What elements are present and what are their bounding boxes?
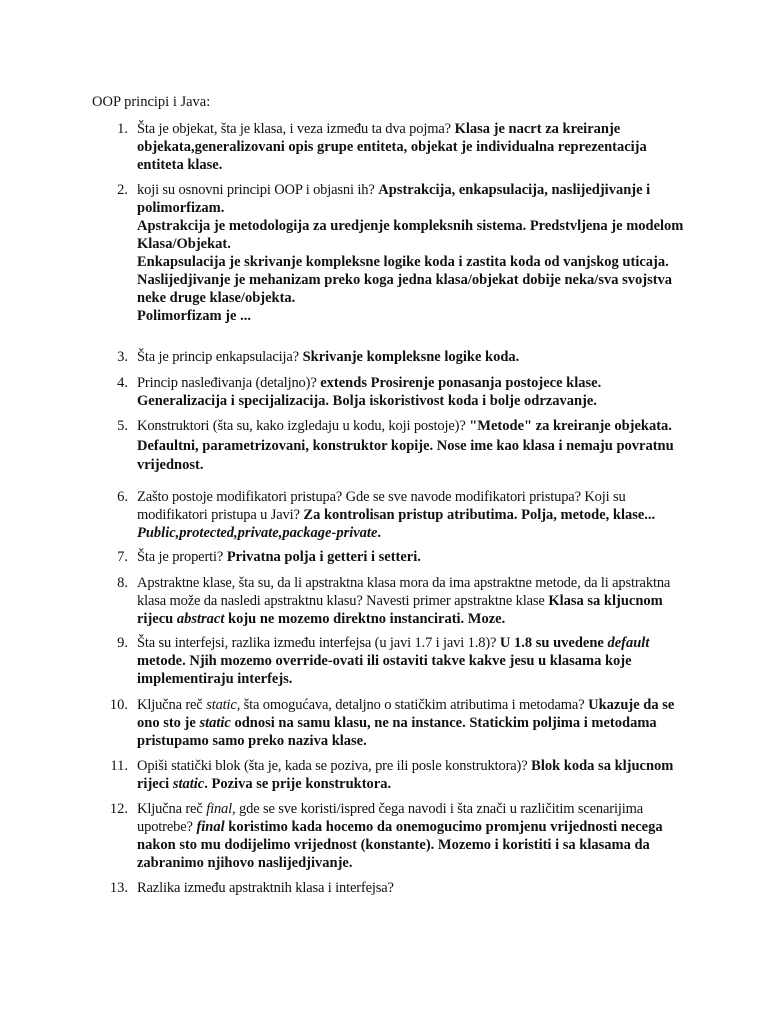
answer-end-text: koristimo kada hocemo da onemogucimo promjenu vrijednosti necega nakon sto mu dodijelimo vrijednost (konstante). Mozemo i koristiti i sa klasama da zabranimo njihovo naslijedjivanje.: [137, 819, 663, 871]
question-number: 9.: [117, 635, 128, 651]
question-body: [137, 417, 685, 476]
question-body: [137, 348, 685, 366]
question-text: Zašto postoje modifikatori pristupa? Gde se sve navode modifikatori pristupa? Koji su modifikatori pristupa u Javi?: [137, 489, 626, 523]
question-body: [137, 757, 685, 793]
question-number: 13.: [109, 880, 128, 896]
answer-end-text: koju ne mozemo direktno instancirati. Moze.: [228, 611, 506, 627]
answer-italic-text: final: [196, 819, 225, 835]
answer-text: U 1.8 su uvedene: [499, 635, 604, 651]
question-text: Šta je properti?: [137, 549, 224, 565]
question-body: [137, 181, 685, 325]
answer-detail-polymorphism: Polimorfizam je ...: [137, 308, 251, 324]
question-pre-text: Ključna reč: [137, 697, 203, 713]
question-italic-text: final: [206, 801, 233, 817]
question-body: [137, 488, 685, 542]
question-number: 7.: [117, 549, 128, 565]
answer-italic-text: static: [172, 776, 205, 792]
answer-text: Klasa sa kljucnom rijecu: [137, 593, 663, 627]
answer-text: Klasa je nacrt za kreiranje objekata,generalizovani opis grupe entiteta, objekat je individualna reprezentacija entiteta klase.: [137, 121, 647, 173]
answer-detail-inheritance: Naslijedjivanje je mehanizam preko koga jedna klasa/objekat dobije neka/sva svojstva neke druge klase/objekta.: [137, 272, 673, 306]
answer-italic-text: Public,protected,private,package-private: [137, 525, 378, 541]
question-text: , šta omogućava, detaljno o statičkim atributima i metodama?: [236, 697, 585, 713]
question-text: koji su osnovni principi OOP i objasni ih?: [137, 182, 375, 198]
answer-text: Ukazuje da se ono sto je: [137, 697, 675, 731]
question-text: Princip nasleđivanja (detaljno)?: [137, 375, 317, 391]
question-body: [137, 696, 685, 750]
answer-end-text: odnosi na samu klasu, ne na instance. Statickim poljima i metodama pristupamo samo preko naziva klase.: [137, 715, 657, 749]
question-number: 5.: [117, 418, 128, 434]
question-body: [137, 374, 685, 410]
question-number: 1.: [117, 121, 128, 137]
question-number: 2.: [117, 182, 128, 198]
question-number: 3.: [117, 349, 128, 365]
question-text: Razlika između apstraktnih klasa i interfejsa?: [137, 880, 394, 896]
document-title: OOP principi i Java:: [92, 94, 211, 110]
question-text: Apstraktne klase, šta su, da li apstraktna klasa mora da ima apstraktne metode, da li apstraktna klasa može da nasledi apstraktnu klasu? Navesti primer apstraktne klase: [137, 575, 671, 609]
question-body: [137, 574, 685, 628]
question-number: 12.: [109, 801, 128, 817]
question-body: [137, 634, 685, 688]
question-text: Šta je objekat, šta je klasa, i veza između ta dva pojma?: [137, 121, 451, 137]
answer-italic-text: abstract: [176, 611, 225, 627]
question-body: [137, 120, 685, 174]
answer-italic-text: default: [607, 635, 650, 651]
question-italic-text: static: [206, 697, 237, 713]
answer-end-text: .: [377, 525, 382, 541]
question-text: Konstruktori (šta su, kako izgledaju u kodu, koji postoje)?: [137, 418, 466, 434]
question-number: 10.: [109, 697, 128, 713]
question-number: 4.: [117, 375, 128, 391]
answer-text: "Metode" za kreiranje objekata. Defaultni, parametrizovani, konstruktor kopije. Nose ime kao klasa i nemaju povratnu vrijednost.: [137, 418, 674, 473]
answer-text: Privatna polja i getteri i setteri.: [226, 549, 421, 565]
answer-detail-encapsulation: Enkapsulacija je skrivanje kompleksne logike koda i zastita koda od vanjskog uticaja.: [137, 254, 669, 270]
question-number: 11.: [110, 758, 128, 774]
question-text: Opiši statički blok (šta je, kada se poziva, pre ili posle konstruktora)?: [137, 758, 528, 774]
answer-italic-text: static: [199, 715, 231, 731]
question-body: [137, 800, 685, 872]
question-body: [137, 548, 685, 566]
question-text: , gde se sve koristi/ispred čega navodi i šta znači u različitim scenarijima upotrebe?: [137, 801, 644, 835]
question-text: Šta su interfejsi, razlika između interfejsa (u javi 1.7 i javi 1.8)?: [137, 635, 497, 651]
answer-end-text: . Poziva se prije konstruktora.: [204, 776, 392, 792]
question-pre-text: Ključna reč: [137, 801, 203, 817]
answer-text: Blok koda sa kljucnom rijeci: [137, 758, 674, 792]
question-body: [137, 879, 685, 897]
answer-text: Skrivanje kompleksne logike koda.: [302, 349, 520, 365]
question-number: 6.: [117, 489, 128, 505]
question-number: 8.: [117, 575, 128, 591]
question-text: Šta je princip enkapsulacija?: [137, 349, 299, 365]
answer-text: Za kontrolisan pristup atributima. Polja, metode, klase...: [303, 507, 656, 523]
answer-end-text: metode. Njih mozemo override-ovati ili ostaviti takve kakve jesu u klasama koje implementiraju interfejs.: [137, 653, 632, 687]
answer-text: extends Prosirenje ponasanja postojece klase. Generalizacija i specijalizacija. Bolja iskoristivost koda i bolje odrzavanje.: [137, 375, 602, 409]
answer-detail-abstraction: Apstrakcija je metodologija za uredjenje kompleksnih sistema. Predstvljena je modelom Klasa/Objekat.: [137, 218, 684, 252]
answer-text: Apstrakcija, enkapsulacija, naslijedjivanje i polimorfizam.: [137, 182, 651, 216]
